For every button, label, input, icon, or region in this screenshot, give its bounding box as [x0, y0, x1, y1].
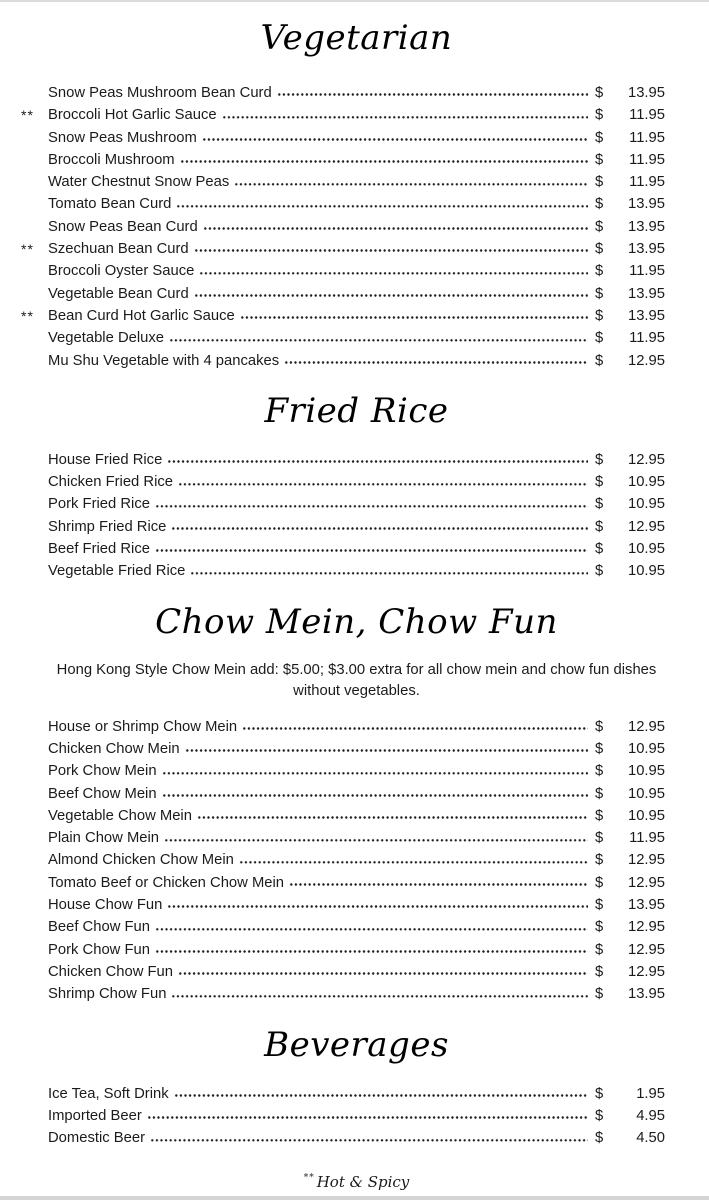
item-name: Broccoli Mushroom — [48, 151, 175, 168]
item-price: 10.95 — [627, 541, 665, 558]
menu-item-row — [48, 193, 665, 215]
item-price: 13.95 — [627, 241, 665, 258]
currency-symbol: $ — [595, 474, 604, 491]
currency-symbol: $ — [595, 897, 604, 914]
item-name: Vegetable Bean Curd — [48, 285, 189, 302]
menu-item-row — [48, 738, 665, 760]
currency-symbol: $ — [595, 986, 604, 1003]
item-price: 4.50 — [636, 1130, 665, 1147]
item-name: Shrimp Fried Rice — [48, 518, 167, 535]
item-price: 10.95 — [627, 563, 665, 580]
currency-symbol: $ — [595, 307, 604, 324]
item-name: Ice Tea, Soft Drink — [48, 1085, 169, 1102]
menu-item-row — [48, 449, 665, 471]
item-name: Snow Peas Bean Curd — [48, 218, 198, 235]
item-price: 13.95 — [627, 196, 665, 213]
dotted-leader — [199, 270, 588, 275]
currency-symbol: $ — [595, 1130, 604, 1147]
spicy-marker: ** — [21, 107, 34, 124]
item-name: Pork Chow Mein — [48, 763, 157, 780]
section-note: Hong Kong Style Chow Mein add: $5.00; $3.00 extra for all chow mein and chow fun dishes without vegetables. — [56, 661, 657, 699]
currency-symbol: $ — [595, 919, 604, 936]
dotted-leader — [284, 360, 588, 365]
menu-item-row — [48, 894, 665, 916]
currency-symbol: $ — [595, 518, 604, 535]
item-price: 11.95 — [629, 330, 665, 347]
dotted-leader — [169, 337, 588, 342]
item-name: Pork Fried Rice — [48, 496, 150, 513]
item-name: Chicken Chow Mein — [48, 740, 180, 757]
item-price: 11.95 — [629, 129, 665, 146]
item-name: Beef Fried Rice — [48, 541, 150, 558]
menu-item-row — [48, 216, 665, 238]
dotted-leader — [277, 92, 588, 97]
item-name: Mu Shu Vegetable with 4 pancakes — [48, 352, 280, 369]
menu-item-row — [21, 238, 665, 260]
item-price: 11.95 — [629, 151, 665, 168]
menu-section — [48, 598, 665, 1006]
menu-item-row — [48, 350, 665, 372]
item-name: Beef Chow Mein — [48, 785, 157, 802]
currency-symbol: $ — [595, 496, 604, 513]
section-items — [48, 716, 665, 1006]
currency-symbol: $ — [595, 174, 604, 191]
dotted-leader — [222, 114, 588, 119]
item-price: 11.95 — [629, 107, 665, 124]
dotted-leader — [178, 481, 588, 486]
item-price: 12.95 — [627, 941, 665, 958]
menu-item-row — [48, 171, 665, 193]
menu-item-row — [48, 538, 665, 560]
spicy-marker: ** — [21, 307, 34, 324]
item-name: Beef Chow Fun — [48, 919, 150, 936]
item-price: 13.95 — [627, 897, 665, 914]
footer-note — [48, 1173, 665, 1191]
item-price: 10.95 — [627, 474, 665, 491]
menu-sections — [21, 14, 665, 1149]
dotted-leader — [240, 315, 588, 320]
menu-item-row — [48, 916, 665, 938]
dotted-leader — [194, 248, 588, 253]
item-price: 4.95 — [636, 1107, 665, 1124]
item-price: 13.95 — [627, 986, 665, 1003]
currency-symbol: $ — [595, 330, 604, 347]
currency-symbol: $ — [595, 196, 604, 213]
dotted-leader — [242, 726, 588, 731]
item-price: 13.95 — [627, 307, 665, 324]
dotted-leader — [155, 503, 588, 508]
item-price: 1.95 — [636, 1085, 665, 1102]
item-name: House or Shrimp Chow Mein — [48, 718, 238, 735]
currency-symbol: $ — [595, 740, 604, 757]
dotted-leader — [147, 1115, 588, 1120]
section-title: Vegetarian — [260, 18, 453, 58]
dotted-leader — [167, 459, 588, 464]
menu-item-row — [48, 760, 665, 782]
item-price: 11.95 — [629, 263, 665, 280]
item-name: Szechuan Bean Curd — [48, 241, 189, 258]
currency-symbol: $ — [595, 1085, 604, 1102]
dotted-leader — [176, 203, 588, 208]
menu-item-row — [48, 872, 665, 894]
item-price: 12.95 — [627, 352, 665, 369]
item-name: Tomato Bean Curd — [48, 196, 172, 213]
menu-item-row — [21, 104, 665, 126]
section-title: Fried Rice — [264, 390, 449, 431]
menu-item-row — [21, 305, 665, 327]
menu-item-row — [48, 827, 665, 849]
item-price: 10.95 — [627, 807, 665, 824]
menu-item-row — [48, 961, 665, 983]
currency-symbol: $ — [595, 285, 604, 302]
currency-symbol: $ — [595, 218, 604, 235]
item-price: 12.95 — [627, 451, 665, 468]
menu-section — [48, 1021, 665, 1150]
menu-item-row — [48, 471, 665, 493]
dotted-leader — [197, 815, 588, 820]
currency-symbol: $ — [595, 129, 604, 146]
menu-item-row — [48, 283, 665, 305]
menu-section — [48, 387, 665, 583]
dotted-leader — [171, 993, 588, 998]
item-name: Snow Peas Mushroom — [48, 129, 197, 146]
item-price: 12.95 — [627, 718, 665, 735]
dotted-leader — [155, 548, 588, 553]
menu-item-row — [48, 849, 665, 871]
currency-symbol: $ — [595, 107, 604, 124]
currency-symbol: $ — [595, 941, 604, 958]
menu-item-row — [48, 260, 665, 282]
menu-item-row — [48, 493, 665, 515]
item-name: Vegetable Chow Mein — [48, 807, 192, 824]
currency-symbol: $ — [595, 352, 604, 369]
menu-section — [21, 14, 665, 372]
currency-symbol: $ — [595, 874, 604, 891]
dotted-leader — [180, 159, 588, 164]
menu-item-row — [48, 516, 665, 538]
item-price: 13.95 — [627, 218, 665, 235]
currency-symbol: $ — [595, 785, 604, 802]
item-name: House Chow Fun — [48, 897, 163, 914]
dotted-leader — [155, 926, 588, 931]
menu-item-row — [48, 1127, 665, 1149]
menu-item-row — [48, 127, 665, 149]
item-price: 10.95 — [627, 763, 665, 780]
dotted-leader — [171, 526, 588, 531]
item-name: Water Chestnut Snow Peas — [48, 174, 230, 191]
currency-symbol: $ — [595, 763, 604, 780]
currency-symbol: $ — [595, 85, 604, 101]
item-name: Chicken Fried Rice — [48, 474, 173, 491]
dotted-leader — [162, 793, 588, 798]
item-price: 12.95 — [627, 963, 665, 980]
currency-symbol: $ — [595, 151, 604, 168]
item-name: Bean Curd Hot Garlic Sauce — [48, 307, 235, 324]
dotted-leader — [234, 181, 588, 186]
item-price: 10.95 — [627, 785, 665, 802]
menu-item-row — [48, 716, 665, 738]
footer-text: Hot & Spicy — [316, 1173, 410, 1192]
dotted-leader — [178, 971, 588, 976]
menu-item-row — [48, 82, 665, 104]
section-items — [48, 1083, 665, 1150]
item-price: 11.95 — [629, 830, 665, 847]
item-name: Pork Chow Fun — [48, 941, 150, 958]
spicy-marker: ** — [21, 241, 34, 258]
menu-item-row — [48, 983, 665, 1005]
currency-symbol: $ — [595, 830, 604, 847]
currency-symbol: $ — [595, 263, 604, 280]
dotted-leader — [289, 882, 588, 887]
currency-symbol: $ — [595, 718, 604, 735]
dotted-leader — [150, 1137, 588, 1142]
dotted-leader — [203, 226, 588, 231]
menu-item-row — [48, 1105, 665, 1127]
currency-symbol: $ — [595, 451, 604, 468]
menu-item-row — [48, 149, 665, 171]
menu-item-row — [48, 560, 665, 582]
section-items — [48, 449, 665, 583]
section-title: Beverages — [264, 1024, 449, 1065]
item-name: Chicken Chow Fun — [48, 963, 174, 980]
dotted-leader — [155, 949, 588, 954]
item-name: Almond Chicken Chow Mein — [48, 852, 234, 869]
item-name: Vegetable Deluxe — [48, 330, 164, 347]
item-name: House Fried Rice — [48, 451, 163, 468]
menu-item-row — [48, 327, 665, 349]
item-price: 12.95 — [627, 874, 665, 891]
item-price: 10.95 — [627, 496, 665, 513]
item-name: Domestic Beer — [48, 1130, 146, 1147]
item-price: 12.95 — [627, 919, 665, 936]
currency-symbol: $ — [595, 807, 604, 824]
item-price: 10.95 — [627, 740, 665, 757]
item-name: Tomato Beef or Chicken Chow Mein — [48, 874, 285, 891]
currency-symbol: $ — [595, 1107, 604, 1124]
currency-symbol: $ — [595, 541, 604, 558]
menu-item-row — [48, 805, 665, 827]
item-name: Shrimp Chow Fun — [48, 986, 167, 1003]
menu-item-row — [48, 783, 665, 805]
dotted-leader — [162, 770, 588, 775]
currency-symbol: $ — [595, 852, 604, 869]
dotted-leader — [185, 748, 588, 753]
item-name: Broccoli Hot Garlic Sauce — [48, 107, 217, 124]
currency-symbol: $ — [595, 963, 604, 980]
item-name: Vegetable Fried Rice — [48, 563, 186, 580]
item-name: Plain Chow Mein — [48, 830, 160, 847]
currency-symbol: $ — [595, 563, 604, 580]
dotted-leader — [164, 837, 588, 842]
menu-item-row — [48, 939, 665, 961]
item-price: 13.95 — [627, 285, 665, 302]
item-price: 11.95 — [629, 174, 665, 191]
menu-item-row — [48, 1083, 665, 1105]
dotted-leader — [194, 293, 588, 298]
item-price: 12.95 — [627, 852, 665, 869]
item-price: 13.95 — [627, 85, 665, 101]
dotted-leader — [190, 570, 588, 575]
dotted-leader — [202, 137, 588, 142]
currency-symbol: $ — [595, 241, 604, 258]
section-title: Chow Mein, Chow Fun — [155, 601, 558, 642]
item-price: 12.95 — [627, 518, 665, 535]
dotted-leader — [167, 904, 588, 909]
item-name: Imported Beer — [48, 1107, 142, 1124]
item-name: Snow Peas Mushroom Bean Curd — [48, 85, 272, 101]
footer-spicy-marker: ** — [303, 1173, 315, 1184]
section-items — [21, 82, 665, 372]
item-name: Broccoli Oyster Sauce — [48, 263, 195, 280]
dotted-leader — [239, 859, 588, 864]
dotted-leader — [174, 1093, 588, 1098]
